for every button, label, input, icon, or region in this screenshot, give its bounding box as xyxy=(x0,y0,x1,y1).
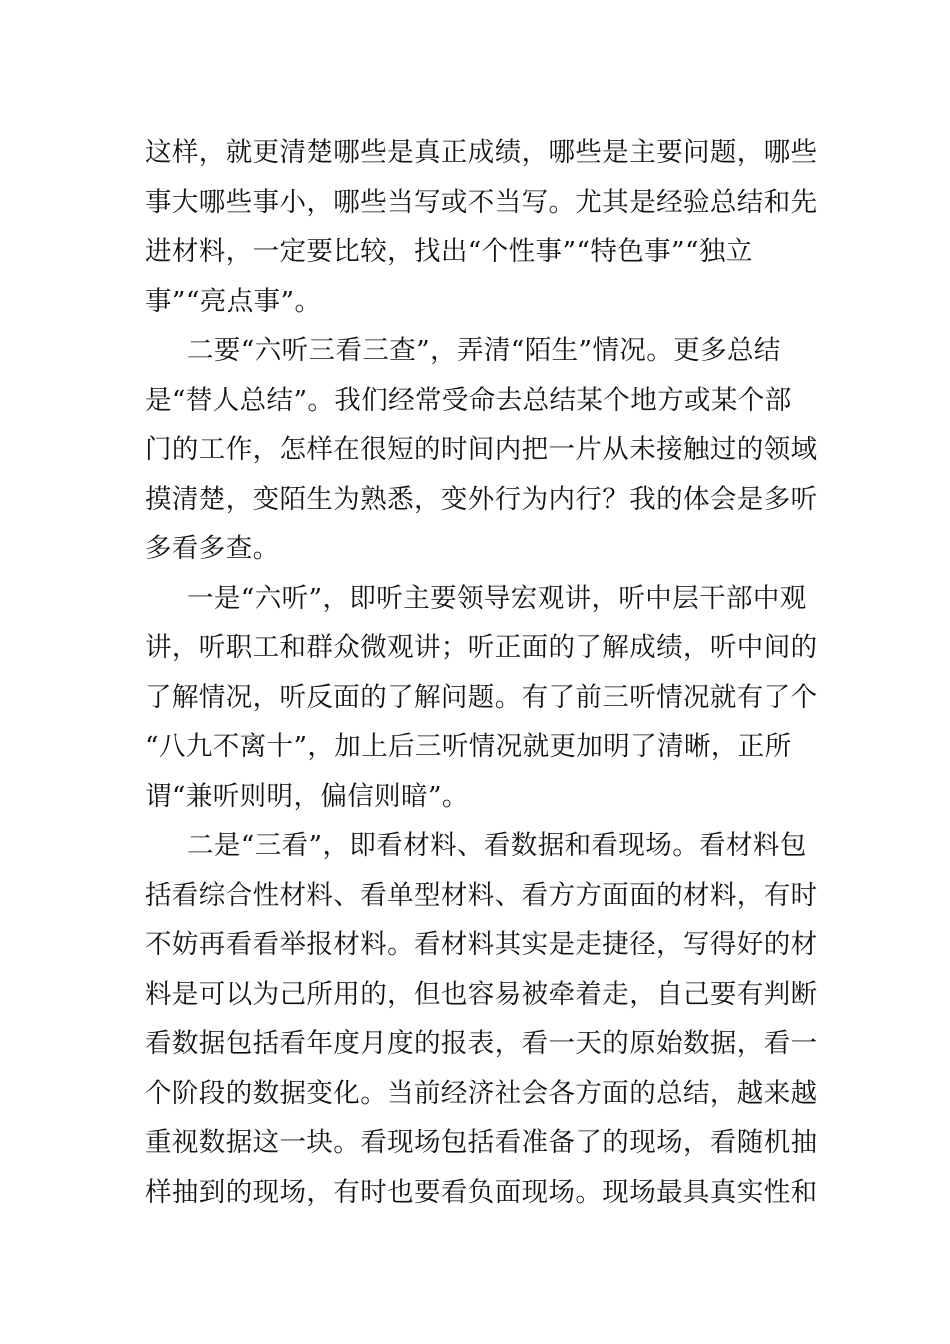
text-line: 讲，听职工和群众微观讲；听正面的了解成绩，听中间的 xyxy=(145,632,818,663)
text-line: “八九不离十”，加上后三听情况就更加明了清晰，正所 xyxy=(145,731,792,762)
text-line: 料是可以为己所用的，但也容易被牵着走，自己要有判断 xyxy=(145,978,818,1010)
text-line: 摸清楚，变陌生为熟悉，变外行为内行？我的体会是多听 xyxy=(145,483,818,515)
text-line: 看数据包括看年度月度的报表，看一天的原始数据，看一 xyxy=(145,1028,818,1059)
text-line: 进材料，一定要比较，找出“个性事”“特色事”“独立 xyxy=(145,236,753,267)
text-line: 是“替人总结”。我们经常受命去总结某个地方或某个部 xyxy=(145,384,792,416)
document-body xyxy=(145,128,818,1217)
text-line: 括看综合性材料、看单型材料、看方方面面的材料，有时 xyxy=(145,879,818,911)
text-line: 不妨再看看举报材料。看材料其实是走捷径，写得好的材 xyxy=(145,929,818,960)
text-line: 门的工作，怎样在很短的时间内把一片从未接触过的领域 xyxy=(145,434,818,465)
text-line: 样抽到的现场，有时也要看负面现场。现场最具真实性和 xyxy=(145,1176,818,1208)
text-line: 谓“兼听则明，偏信则暗”。 xyxy=(145,780,469,812)
text-line: 了解情况，听反面的了解问题。有了前三听情况就有了个 xyxy=(145,681,818,713)
paragraph-first-line: 一是“六听”，即听主要领导宏观讲，听中层干部中观 xyxy=(187,582,807,614)
text-line: 事”“亮点事”。 xyxy=(145,285,322,317)
text-line: 个阶段的数据变化。当前经济社会各方面的总结，越来越 xyxy=(145,1077,818,1109)
text-line: 多看多查。 xyxy=(145,533,280,564)
paragraph-first-line: 二是“三看”，即看材料、看数据和看现场。看材料包 xyxy=(187,830,807,861)
text-line: 重视数据这一块。看现场包括看准备了的现场，看随机抽 xyxy=(145,1127,818,1158)
text-line: 事大哪些事小，哪些当写或不当写。尤其是经验总结和先 xyxy=(145,186,818,218)
text-line: 这样，就更清楚哪些是真正成绩，哪些是主要问题，哪些 xyxy=(145,137,818,168)
paragraph-first-line: 二要“六听三看三查”，弄清“陌生”情况。更多总结 xyxy=(187,335,781,366)
